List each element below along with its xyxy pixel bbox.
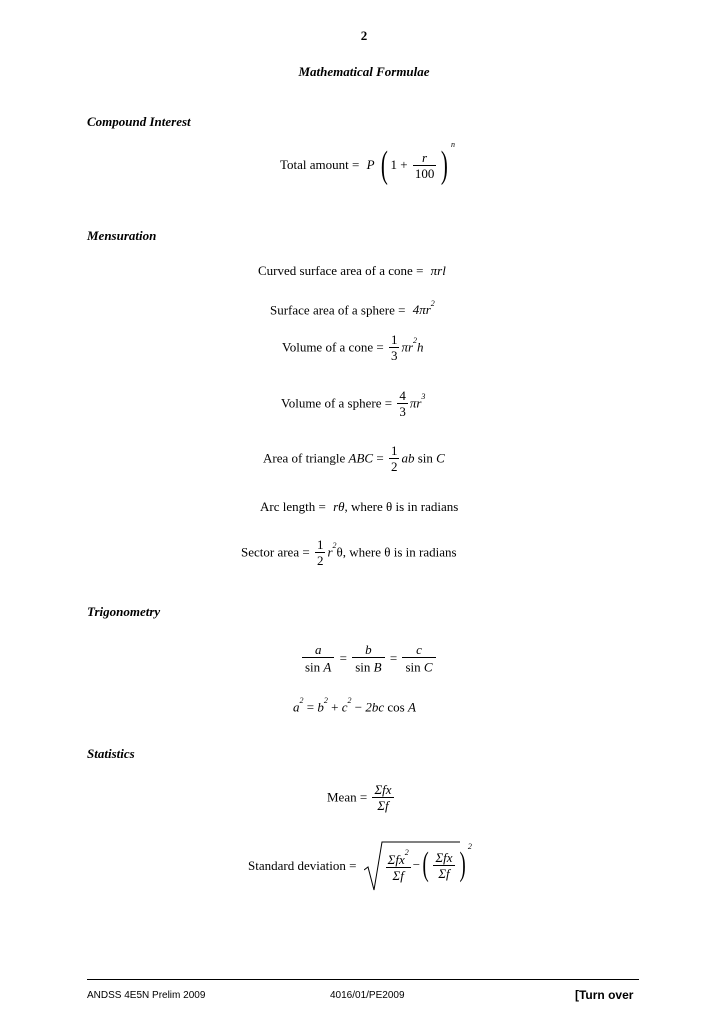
- exponent: n: [450, 139, 455, 149]
- exponent: 2: [467, 841, 472, 851]
- formula-label: Arc length =: [260, 499, 326, 515]
- formula-label: Standard deviation =: [248, 858, 357, 873]
- fraction-denominator: [402, 657, 435, 675]
- formula-triangle-area: [263, 443, 445, 474]
- right-paren: ): [441, 144, 449, 186]
- fraction-denominator: 2: [390, 459, 398, 474]
- equals-sign: =: [389, 650, 398, 666]
- left-paren: (: [422, 846, 429, 883]
- fraction-numerator: c: [416, 642, 422, 657]
- formula-expression: 4πr: [412, 302, 431, 318]
- fraction-four-thirds: [397, 388, 408, 419]
- footer-left: ANDSS 4E5N Prelim 2009: [87, 990, 206, 1001]
- formula-sphere-surface-area: [270, 298, 435, 318]
- angle-b: B: [373, 659, 382, 675]
- exponent: 2: [413, 336, 418, 346]
- fraction-sum-fx-over-sum-f: [433, 850, 454, 881]
- formula-sector-area: [241, 537, 457, 568]
- angle-c: C: [423, 659, 433, 675]
- exponent: 2: [299, 696, 304, 705]
- angle-a: A: [407, 699, 416, 715]
- formula-sin: sin: [417, 450, 433, 466]
- exponent: 2: [332, 541, 337, 551]
- formula-label-abc: ABC: [348, 450, 374, 466]
- footer-center: 4016/01/PE2009: [330, 990, 405, 1001]
- formula-cone-volume: [282, 332, 424, 363]
- fraction-one-half: [315, 537, 326, 568]
- fraction-sum-fx-over-sum-f: [372, 782, 393, 813]
- equals-sign: =: [339, 650, 347, 666]
- right-paren: ): [459, 846, 466, 883]
- fraction-denominator: 100: [414, 165, 435, 181]
- exponent: 2: [430, 299, 435, 308]
- formula-expression-c: C: [436, 450, 445, 466]
- formula-principal: P: [366, 157, 375, 172]
- angle-a: A: [323, 659, 332, 675]
- formula-expression-h: h: [417, 339, 424, 355]
- formula-label: Volume of a sphere =: [281, 395, 393, 411]
- formula-expression-theta: θ: [336, 544, 343, 560]
- exponent: 3: [421, 392, 426, 402]
- fraction-denominator: Σf: [372, 797, 393, 813]
- formula-label: Mean =: [327, 789, 368, 805]
- section-heading-mensuration: Mensuration: [87, 228, 157, 243]
- formula-expression: πr: [401, 339, 414, 355]
- formula-expression-ab: ab: [401, 450, 415, 466]
- numerator-text: Σfx: [387, 851, 405, 867]
- fraction-denominator: Σf: [433, 865, 454, 881]
- left-paren: (: [380, 144, 388, 186]
- formula-sphere-volume: [281, 388, 425, 419]
- fraction-r-over-100: [413, 150, 437, 181]
- formula-cosine-rule: [293, 695, 416, 715]
- term-a: a: [293, 699, 300, 715]
- plus-sign: +: [331, 699, 339, 715]
- fraction-sum-fx2-over-sum-f: [386, 847, 411, 883]
- term-b: b: [317, 699, 324, 715]
- term-2bc: 2bc: [365, 699, 385, 715]
- formula-label: Volume of a cone =: [282, 339, 384, 355]
- fraction-numerator: r: [422, 149, 428, 165]
- minus-sign: −: [412, 857, 421, 872]
- cos-text: cos: [387, 699, 405, 715]
- formula-note: , where θ is in radians: [344, 499, 459, 515]
- fraction-one-half: [389, 443, 400, 474]
- term-c: c: [341, 699, 348, 715]
- minus-sign: −: [354, 699, 363, 715]
- fraction-a-over-sin-a: [302, 642, 334, 675]
- fraction-denominator: 2: [316, 553, 324, 568]
- formula-total-amount: [280, 139, 455, 186]
- square-root: [364, 840, 472, 892]
- sin-text: sin: [305, 659, 321, 675]
- formula-note: , where θ is in radians: [342, 544, 457, 560]
- section-heading-compound-interest: Compound Interest: [87, 114, 191, 129]
- section-heading-statistics: Statistics: [87, 746, 135, 761]
- formula-expression-r: r: [327, 544, 333, 560]
- fraction-numerator: Σfx: [374, 782, 392, 797]
- section-heading-trigonometry: Trigonometry: [87, 604, 161, 619]
- footer-turn-over: [Turn over: [575, 988, 634, 1002]
- fraction-numerator: 1: [390, 443, 398, 458]
- exponent: 2: [347, 696, 352, 705]
- fraction-one-third: [389, 332, 400, 363]
- equals-sign: =: [306, 699, 315, 715]
- page-number: 2: [360, 28, 368, 43]
- equals-sign: =: [376, 450, 384, 466]
- formula-label: Area of triangle: [263, 450, 346, 466]
- formula-label: Total amount =: [280, 157, 360, 172]
- fraction-denominator: 3: [390, 348, 398, 363]
- formula-arc-length: [260, 498, 458, 515]
- fraction-numerator: 4: [399, 388, 406, 403]
- formula-label: Surface area of a sphere =: [270, 302, 406, 318]
- formula-expression: rθ: [333, 499, 345, 515]
- fraction-denominator: [302, 657, 334, 675]
- page-title: Mathematical Formulae: [298, 64, 430, 79]
- fraction-numerator: a: [314, 642, 322, 657]
- sin-text: sin: [355, 659, 371, 675]
- fraction-denominator: [352, 657, 384, 675]
- formula-label: Sector area =: [241, 544, 310, 560]
- sin-text: sin: [405, 659, 421, 675]
- square-root-content: [384, 841, 472, 884]
- fraction-numerator: [386, 847, 411, 867]
- exponent: 2: [404, 848, 409, 858]
- formula-expression: πrl: [430, 263, 446, 279]
- fraction-numerator: b: [365, 642, 372, 657]
- fraction-numerator: 1: [316, 537, 324, 552]
- formula-standard-deviation: [248, 840, 472, 892]
- formula-curved-surface-area: [258, 262, 446, 279]
- fraction-numerator: Σfx: [435, 849, 453, 865]
- formula-sine-rule: [300, 642, 438, 675]
- fraction-c-over-sin-c: [402, 642, 435, 675]
- exponent: 2: [323, 696, 328, 705]
- formula-expression: πr: [409, 395, 422, 411]
- formula-mean: [327, 782, 396, 813]
- fraction-numerator: 1: [390, 332, 398, 347]
- formula-label: Curved surface area of a cone =: [258, 263, 424, 279]
- fraction-denominator: Σf: [386, 867, 411, 883]
- formula-one-plus: 1 +: [390, 157, 408, 172]
- fraction-b-over-sin-b: [352, 642, 384, 675]
- footer-rule: [87, 979, 639, 980]
- fraction-denominator: 3: [399, 404, 406, 419]
